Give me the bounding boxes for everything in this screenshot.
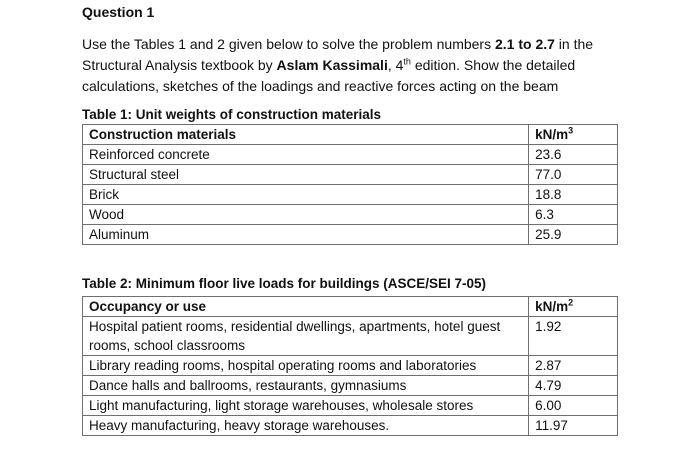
unit-column-header: $kN/m^3$ (529, 125, 618, 145)
author-name: Aslam Kassimali (276, 57, 388, 73)
table-row (83, 317, 618, 356)
unit-weight-value: 77.0 (529, 165, 618, 185)
unit-weight-value: 23.6 (529, 145, 618, 165)
table-row (83, 145, 618, 165)
material-name: Brick (83, 185, 529, 205)
table2-caption: Table 2: Minimum floor live loads for buildings (ASCE/SEI 7-05) (82, 276, 487, 291)
table-row (83, 205, 618, 225)
unit-weights-table (82, 124, 618, 245)
intro-text: in the Structural Analysis textbook by (82, 36, 594, 73)
material-name: Wood (83, 205, 529, 225)
material-name: Aluminum (83, 225, 529, 245)
table-row (83, 396, 618, 416)
material-column-header: Construction materials (83, 125, 529, 145)
live-load-value: 4.79 (529, 376, 618, 396)
live-load-value: 2.87 (529, 356, 618, 376)
unit-weight-value: 25.9 (529, 225, 618, 245)
occupancy-name: Dance halls and ballrooms, restaurants, gymnasiums (83, 376, 529, 396)
live-loads-table (82, 296, 618, 436)
occupancy-name: Library reading rooms, hospital operating rooms and laboratories (83, 356, 529, 376)
material-name: Reinforced concrete (83, 145, 529, 165)
live-load-value: 1.92 (529, 317, 618, 356)
problem-range: 2.1 to 2.7 (495, 36, 555, 52)
intro-text: Use the Tables 1 and 2 given below to solve the problem numbers (82, 36, 495, 52)
unit-weight-value: 6.3 (529, 205, 618, 225)
occupancy-column-header: Occupancy or use (83, 297, 529, 317)
material-name: Structural steel (83, 165, 529, 185)
occupancy-name: Heavy manufacturing, heavy storage warehouses. (83, 416, 529, 436)
table-row (83, 356, 618, 376)
intro-text: , 4 (387, 57, 404, 73)
table-row (83, 376, 618, 396)
question-title: Question 1 (82, 4, 155, 20)
ordinal-suffix: th (403, 56, 411, 67)
unit-weight-value: 18.8 (529, 185, 618, 205)
unit-column-header: $kN/m^2$ (529, 297, 618, 317)
table-header-row (83, 125, 618, 145)
occupancy-name: Light manufacturing, light storage warehouses, wholesale stores (83, 396, 529, 416)
occupancy-name: Hospital patient rooms, residential dwellings, apartments, hotel guest rooms, school classrooms (83, 317, 529, 356)
table-row (83, 225, 618, 245)
live-load-value: 6.00 (529, 396, 618, 416)
live-load-value: 11.97 (529, 416, 618, 436)
table-row (83, 185, 618, 205)
table-row (83, 416, 618, 436)
table1-caption: Table 1: Unit weights of construction materials (82, 107, 382, 122)
table-header-row (83, 297, 618, 317)
table-row (83, 165, 618, 185)
intro-text: edition. Show the detailed calculations, sketches of the loadings and reactive forces acting on the beam (82, 57, 576, 94)
intro-paragraph (82, 34, 642, 97)
